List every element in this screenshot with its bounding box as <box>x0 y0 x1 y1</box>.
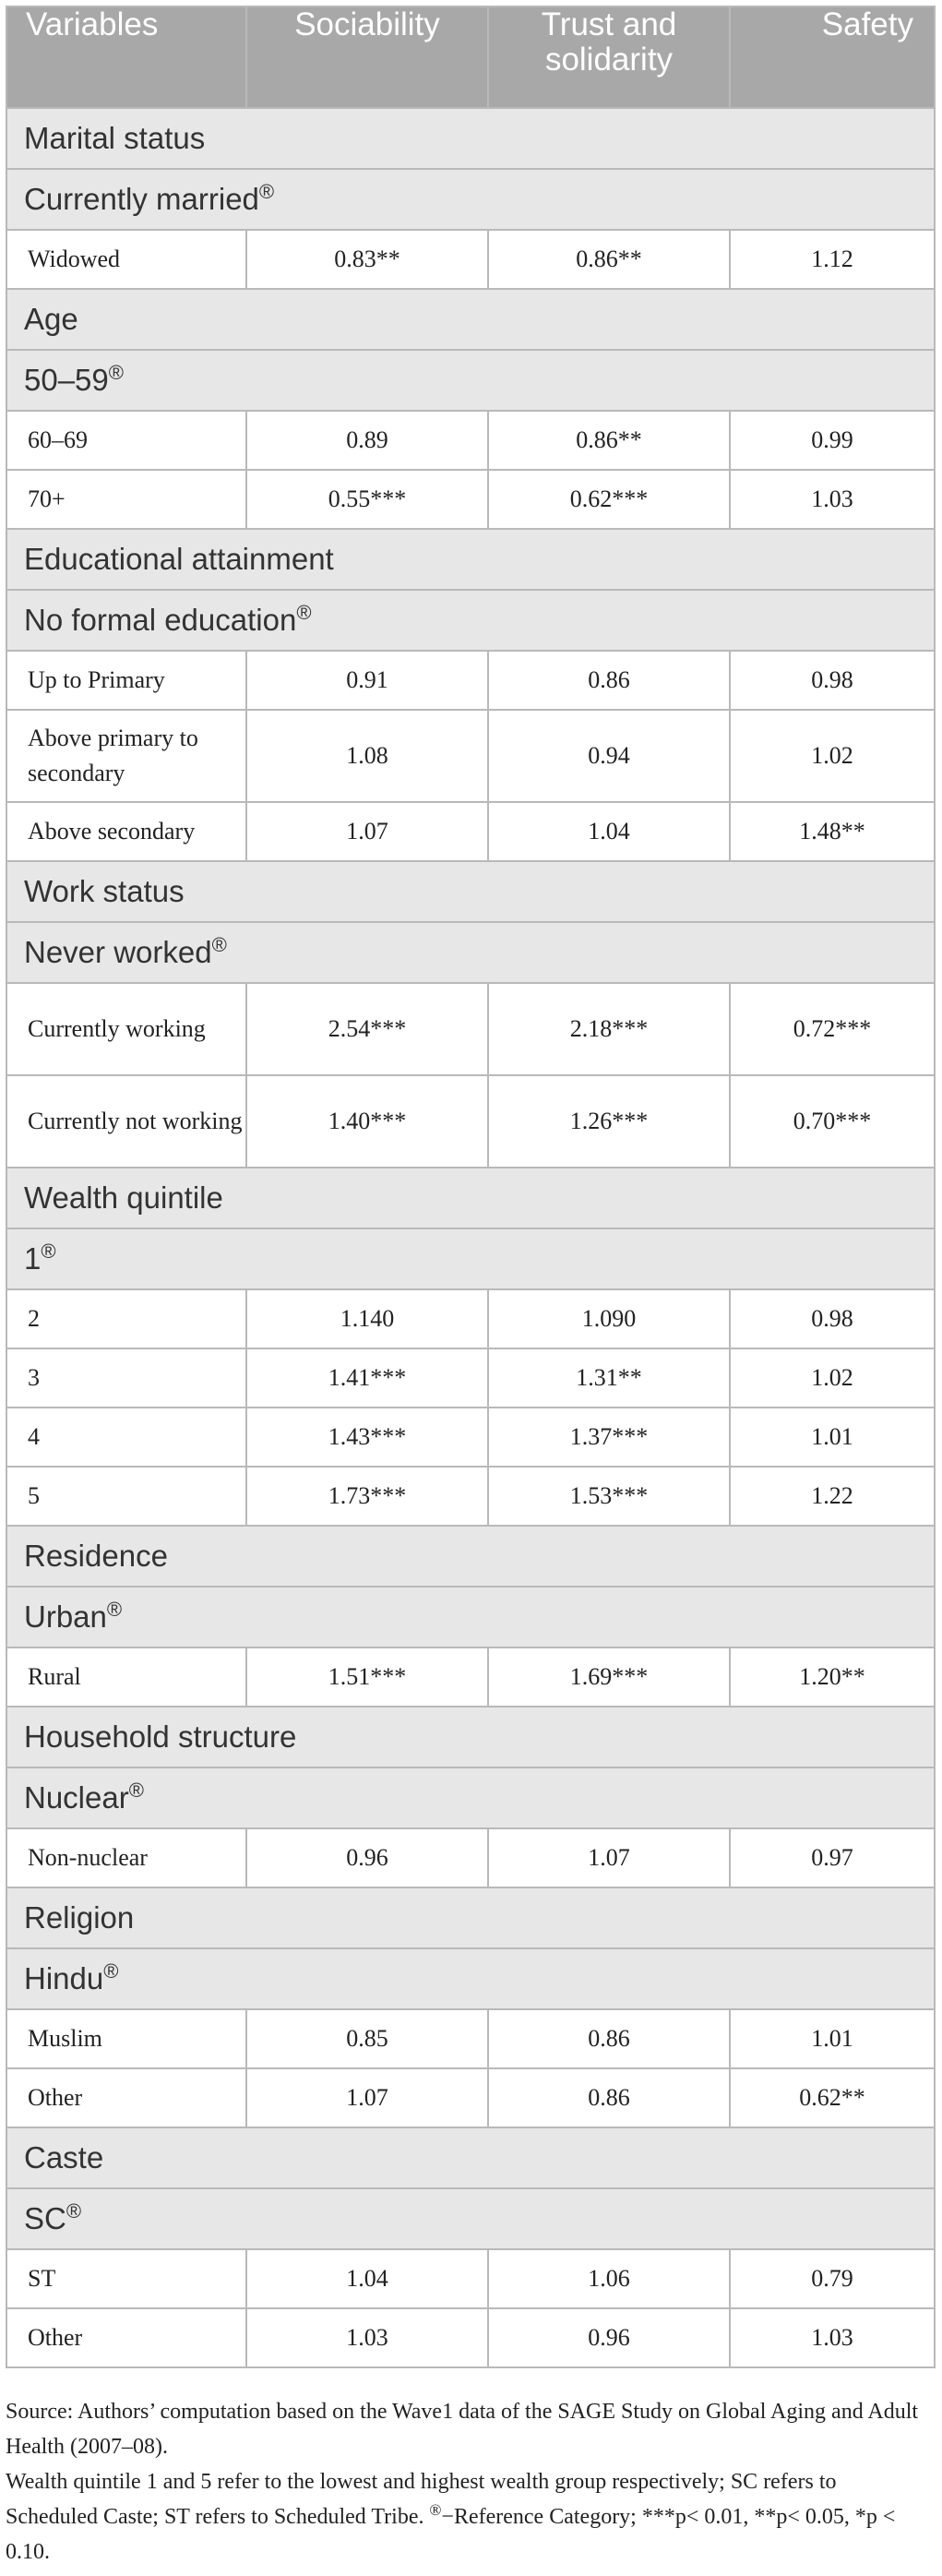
row-label: 70+ <box>6 470 246 529</box>
row-label: Above secondary <box>6 802 246 861</box>
safety-value: 0.97 <box>730 1828 935 1887</box>
reference-category-row <box>6 169 935 230</box>
header-variables: Variables <box>6 6 246 108</box>
sociability-value: 1.73*** <box>246 1467 488 1526</box>
section-header-row <box>6 1707 935 1767</box>
section-header-row <box>6 1887 935 1948</box>
reference-category-row <box>6 1228 935 1289</box>
section-label: Caste <box>6 2127 935 2188</box>
reference-category-label: 1® <box>6 1228 935 1289</box>
table-row <box>6 2068 935 2127</box>
table-row <box>6 1467 935 1526</box>
sociability-value: 1.07 <box>246 2068 488 2127</box>
section-label: Household structure <box>6 1707 935 1767</box>
definitions-note: Wealth quintile 1 and 5 refer to the lowest and highest wealth group respectively; SC refers to Scheduled Caste; ST refers to Scheduled Tribe. ®−Reference Category; ***p< 0.01, **p< 0.05, *p < 0.10. <box>6 2470 896 2564</box>
trust-value: 1.04 <box>488 802 730 861</box>
trust-value: 0.94 <box>488 710 730 802</box>
sociability-value: 1.51*** <box>246 1647 488 1707</box>
reference-category-row <box>6 1587 935 1647</box>
trust-value: 0.62*** <box>488 470 730 529</box>
sociability-value: 0.96 <box>246 1828 488 1887</box>
trust-value: 1.31** <box>488 1348 730 1408</box>
trust-value: 0.86 <box>488 2068 730 2127</box>
sociability-value: 0.89 <box>246 411 488 470</box>
table-row <box>6 2249 935 2308</box>
trust-value: 1.37*** <box>488 1408 730 1467</box>
safety-value: 0.70*** <box>730 1075 935 1168</box>
safety-value: 0.79 <box>730 2249 935 2308</box>
table-row <box>6 2308 935 2367</box>
row-label: Currently not working <box>6 1075 246 1168</box>
trust-value: 1.090 <box>488 1289 730 1348</box>
section-header-row <box>6 2127 935 2188</box>
row-label: ST <box>6 2249 246 2308</box>
sociability-value: 1.140 <box>246 1289 488 1348</box>
table-row <box>6 1408 935 1467</box>
sociability-value: 1.08 <box>246 710 488 802</box>
sociability-value: 1.07 <box>246 802 488 861</box>
table-row <box>6 470 935 529</box>
reference-category-row <box>6 350 935 411</box>
row-label: Other <box>6 2068 246 2127</box>
reference-mark: ® <box>258 180 275 203</box>
reference-category-row <box>6 1948 935 2009</box>
sociability-value: 0.55*** <box>246 470 488 529</box>
safety-value: 1.48** <box>730 802 935 861</box>
reference-category-label: Currently married® <box>6 169 935 230</box>
table-row <box>6 710 935 802</box>
sociability-value: 1.03 <box>246 2308 488 2367</box>
reference-category-row <box>6 922 935 983</box>
reference-mark: ® <box>106 1598 123 1621</box>
row-label: Widowed <box>6 230 246 289</box>
safety-value: 1.02 <box>730 710 935 802</box>
table-footnote <box>6 2394 928 2570</box>
reference-category-label: 50–59® <box>6 350 935 411</box>
safety-value: 1.03 <box>730 2308 935 2367</box>
row-label: Muslim <box>6 2009 246 2068</box>
section-header-row <box>6 108 935 169</box>
safety-value: 1.01 <box>730 2009 935 2068</box>
safety-value: 1.12 <box>730 230 935 289</box>
row-label: Above primary to secondary <box>6 710 246 802</box>
section-label: Marital status <box>6 108 935 169</box>
trust-value: 0.86** <box>488 230 730 289</box>
sociability-value: 0.83** <box>246 230 488 289</box>
reference-mark: ® <box>128 1779 144 1802</box>
sociability-value: 0.85 <box>246 2009 488 2068</box>
safety-value: 0.98 <box>730 1289 935 1348</box>
sociability-value: 1.40*** <box>246 1075 488 1168</box>
table-row <box>6 1828 935 1887</box>
section-header-row <box>6 529 935 590</box>
safety-value: 1.03 <box>730 470 935 529</box>
section-label: Wealth quintile <box>6 1168 935 1228</box>
safety-value: 1.01 <box>730 1408 935 1467</box>
section-header-row <box>6 289 935 350</box>
regression-table <box>6 6 936 2368</box>
reference-category-row <box>6 590 935 651</box>
trust-value: 1.06 <box>488 2249 730 2308</box>
reference-mark: ® <box>296 601 312 624</box>
header-sociability: Sociability <box>246 6 488 108</box>
trust-value: 0.96 <box>488 2308 730 2367</box>
safety-value: 0.99 <box>730 411 935 470</box>
reference-category-label: Never worked® <box>6 922 935 983</box>
safety-value: 1.02 <box>730 1348 935 1408</box>
trust-value: 1.69*** <box>488 1647 730 1707</box>
safety-value: 1.20** <box>730 1647 935 1707</box>
row-label: Rural <box>6 1647 246 1707</box>
trust-value: 0.86 <box>488 2009 730 2068</box>
table-row <box>6 1289 935 1348</box>
table-row <box>6 2009 935 2068</box>
section-label: Age <box>6 289 935 350</box>
header-safety: Safety <box>730 6 935 108</box>
table-row <box>6 651 935 710</box>
trust-value: 1.07 <box>488 1828 730 1887</box>
header-trust-solidarity: Trust and solidarity <box>488 6 730 108</box>
row-label: Up to Primary <box>6 651 246 710</box>
section-label: Religion <box>6 1887 935 1948</box>
sociability-value: 1.43*** <box>246 1408 488 1467</box>
trust-value: 0.86 <box>488 651 730 710</box>
sociability-value: 1.04 <box>246 2249 488 2308</box>
reference-mark: ® <box>108 361 124 384</box>
sociability-value: 1.41*** <box>246 1348 488 1408</box>
sociability-value: 2.54*** <box>246 983 488 1075</box>
source-note: Source: Authors’ computation based on the Wave1 data of the SAGE Study on Global Aging and Adult Health (2007–08). <box>6 2400 919 2459</box>
section-header-row <box>6 1168 935 1228</box>
table-row <box>6 983 935 1075</box>
row-label: 2 <box>6 1289 246 1348</box>
trust-value: 2.18*** <box>488 983 730 1075</box>
reference-mark: ® <box>103 1959 119 1983</box>
safety-value: 1.22 <box>730 1467 935 1526</box>
table-row <box>6 1647 935 1707</box>
trust-value: 1.53*** <box>488 1467 730 1526</box>
safety-value: 0.62** <box>730 2068 935 2127</box>
reference-mark: ® <box>41 1240 56 1263</box>
trust-value: 0.86** <box>488 411 730 470</box>
safety-value: 0.98 <box>730 651 935 710</box>
section-label: Educational attainment <box>6 529 935 590</box>
trust-value: 1.26*** <box>488 1075 730 1168</box>
table-row <box>6 1075 935 1168</box>
reference-category-row <box>6 2188 935 2249</box>
row-label: Non-nuclear <box>6 1828 246 1887</box>
safety-value: 0.72*** <box>730 983 935 1075</box>
reference-mark: ® <box>429 2501 442 2519</box>
table-body <box>6 108 935 2367</box>
section-header-row <box>6 1526 935 1587</box>
section-label: Work status <box>6 861 935 922</box>
row-label: Other <box>6 2308 246 2367</box>
reference-category-row <box>6 1767 935 1828</box>
table-row <box>6 802 935 861</box>
reference-category-label: Urban® <box>6 1587 935 1647</box>
section-label: Residence <box>6 1526 935 1587</box>
row-label: Currently working <box>6 983 246 1075</box>
table-row <box>6 411 935 470</box>
reference-mark: ® <box>66 2199 82 2223</box>
reference-category-label: Nuclear® <box>6 1767 935 1828</box>
row-label: 5 <box>6 1467 246 1526</box>
section-header-row <box>6 861 935 922</box>
row-label: 3 <box>6 1348 246 1408</box>
table-row <box>6 230 935 289</box>
reference-category-label: SC® <box>6 2188 935 2249</box>
reference-mark: ® <box>211 933 227 956</box>
row-label: 60–69 <box>6 411 246 470</box>
row-label: 4 <box>6 1408 246 1467</box>
reference-category-label: No formal education® <box>6 590 935 651</box>
reference-category-label: Hindu® <box>6 1948 935 2009</box>
table-row <box>6 1348 935 1408</box>
header-row <box>6 6 935 108</box>
sociability-value: 0.91 <box>246 651 488 710</box>
